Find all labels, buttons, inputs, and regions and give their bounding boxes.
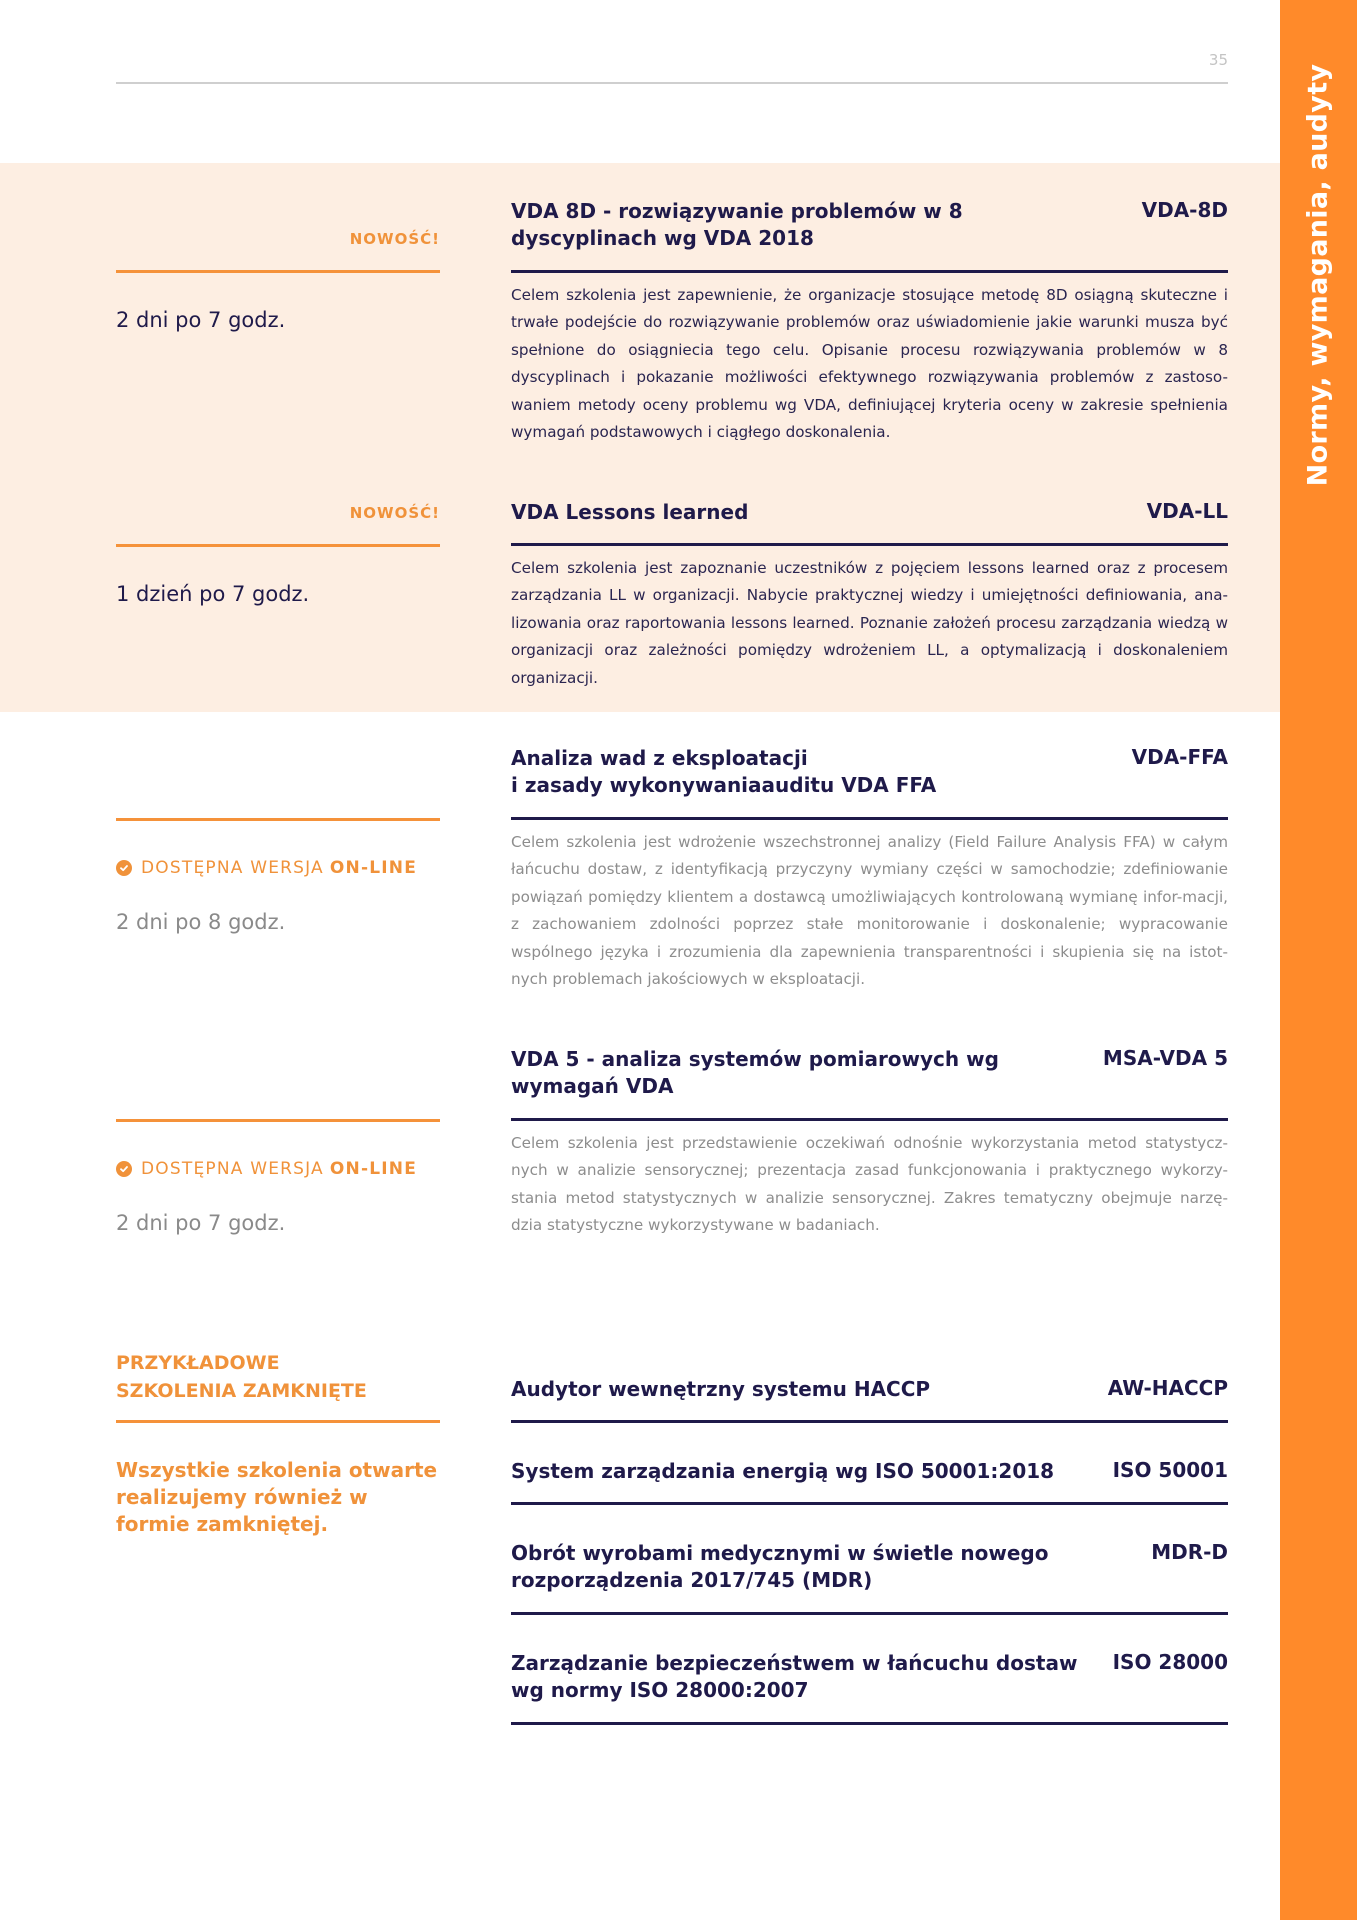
- course-title-line-1: Analiza wad z eksploatacji: [511, 746, 808, 770]
- check-circle-icon: [116, 860, 132, 876]
- online-label: DOSTĘPNA WERSJA: [141, 1159, 324, 1179]
- closed-trainings-heading: [116, 1349, 367, 1405]
- navy-divider: [511, 543, 1228, 546]
- navy-divider: [511, 817, 1228, 820]
- closed-item-title: System zarządzania energią wg ISO 50001:2018: [511, 1459, 1055, 1483]
- orange-divider: [116, 270, 440, 273]
- course-title: VDA 5 - analiza systemów pomiarowych wg wymagań VDA: [511, 1047, 999, 1098]
- closed-item-code: MDR-D: [1151, 1540, 1228, 1564]
- online-label-bold: ON-LINE: [329, 858, 418, 878]
- closed-heading-line-1: PRZYKŁADOWE: [116, 1352, 280, 1374]
- course-title: VDA Lessons learned: [511, 500, 749, 524]
- course-title-line-2: i zasady wykonywaniaauditu VDA FFA: [511, 773, 937, 797]
- navy-divider: [511, 270, 1228, 273]
- orange-divider: [116, 544, 440, 547]
- orange-divider: [116, 1119, 440, 1122]
- online-label: DOSTĘPNA WERSJA: [141, 858, 324, 878]
- new-badge: NOWOŚĆ!: [349, 504, 440, 522]
- course-code: VDA-LL: [1146, 499, 1228, 523]
- closed-item-title: Obrót wyrobami medycznymi w świetle nowego rozporządzenia 2017/745 (MDR): [511, 1541, 1049, 1592]
- course-description: Celem szkolenia jest zapoznanie uczestników z pojęciem lessons learned oraz z procesem zarządzania LL w organizacji. Nabycie praktycznej wiedzy i umiejętności definiowania, ana-lizowania oraz raportowania lessons learned. Poznanie założeń procesu zarządzania wiedzą w organizacji oraz zależności pomiędzy wdrożeniem LL, a optymalizacją i doskonaleniem organizacji.: [511, 559, 1228, 687]
- page-number: 35: [1208, 51, 1228, 69]
- course-code: VDA-FFA: [1131, 745, 1228, 769]
- closed-item-code: AW-HACCP: [1107, 1376, 1228, 1400]
- course-title: VDA 8D - rozwiązywanie problemów w 8 dyscyplinach wg VDA 2018: [511, 199, 963, 250]
- course-description: Celem szkolenia jest wdrożenie wszechstronnej analizy (Field Failure Analysis FFA) w całym łańcuchu dostaw, z identyfikacją przyczyny wymiany części w samochodzie; zdefiniowanie powiązań pomiędzy klientem a dostawcą umożliwiających kontrolowaną wymianę infor-macji, z zachowaniem zdolności poprzez stałe monitorowanie i doskonalenie; wypracowanie wspólnego języka i zrozumienia dla zapewnienia transparentności i skupienia się na istot-nych problemach jakościowych w eksploatacji.: [511, 833, 1228, 989]
- closed-item-code: ISO 50001: [1112, 1458, 1228, 1482]
- closed-item-title: Zarządzanie bezpieczeństwem w łańcuchu dostaw wg normy ISO 28000:2007: [511, 1651, 1078, 1702]
- course-description: Celem szkolenia jest zapewnienie, że organizacje stosujące metodę 8D osiągną skuteczne i trwałe podejście do rozwiązywanie problemów oraz uświadomienie jakie warunki musza być spełnione do osiągniecia tego celu. Opisanie procesu rozwiązywania problemów w 8 dyscyplinach i pokazanie możliwości efektywnego rozwiązywania problemów z zastoso-waniem metody oceny problemu wg VDA, definiującej kryteria oceny w zakresie spełnienia wymagań podstawowych i ciągłego doskonalenia.: [511, 286, 1228, 442]
- navy-divider: [511, 1420, 1228, 1423]
- navy-divider: [511, 1502, 1228, 1505]
- new-badge: NOWOŚĆ!: [349, 230, 440, 248]
- online-available-badge: [116, 858, 417, 878]
- check-circle-icon: [116, 1161, 132, 1177]
- online-label-bold: ON-LINE: [329, 1159, 418, 1179]
- course-code: VDA-8D: [1141, 198, 1228, 222]
- course-duration: 2 dni po 8 godz.: [116, 910, 286, 934]
- closed-item-code: ISO 28000: [1112, 1650, 1228, 1674]
- course-duration: 2 dni po 7 godz.: [116, 1211, 286, 1235]
- section-sidebar: [1280, 0, 1357, 1920]
- header-divider: [116, 82, 1228, 84]
- course-description: Celem szkolenia jest przedstawienie oczekiwań odnośnie wykorzystania metod statystycz-nych w analizie sensorycznej; prezentacja zasad funkcjonowania i praktycznego wykorzy-stania metod statystycznych w analizie sensorycznej. Zakres tematyczny obejmuje narzę-dzia statystyczne wykorzystywane w badaniach.: [511, 1134, 1228, 1235]
- course-code: MSA-VDA 5: [1102, 1046, 1228, 1070]
- navy-divider: [511, 1118, 1228, 1121]
- orange-divider: [116, 1420, 440, 1423]
- section-title: Normy, wymagania, audyty: [1302, 63, 1334, 487]
- navy-divider: [511, 1722, 1228, 1725]
- course-duration: 1 dzień po 7 godz.: [116, 582, 310, 606]
- course-duration: 2 dni po 7 godz.: [116, 308, 286, 332]
- closed-heading-line-2: SZKOLENIA ZAMKNIĘTE: [116, 1380, 367, 1402]
- orange-divider: [116, 818, 440, 821]
- closed-trainings-note: Wszystkie szkolenia otwarte realizujemy również w formie zamkniętej.: [116, 1458, 438, 1536]
- closed-item-title: Audytor wewnętrzny systemu HACCP: [511, 1377, 931, 1401]
- course-title: [511, 745, 1111, 799]
- online-available-badge: [116, 1159, 417, 1179]
- navy-divider: [511, 1612, 1228, 1615]
